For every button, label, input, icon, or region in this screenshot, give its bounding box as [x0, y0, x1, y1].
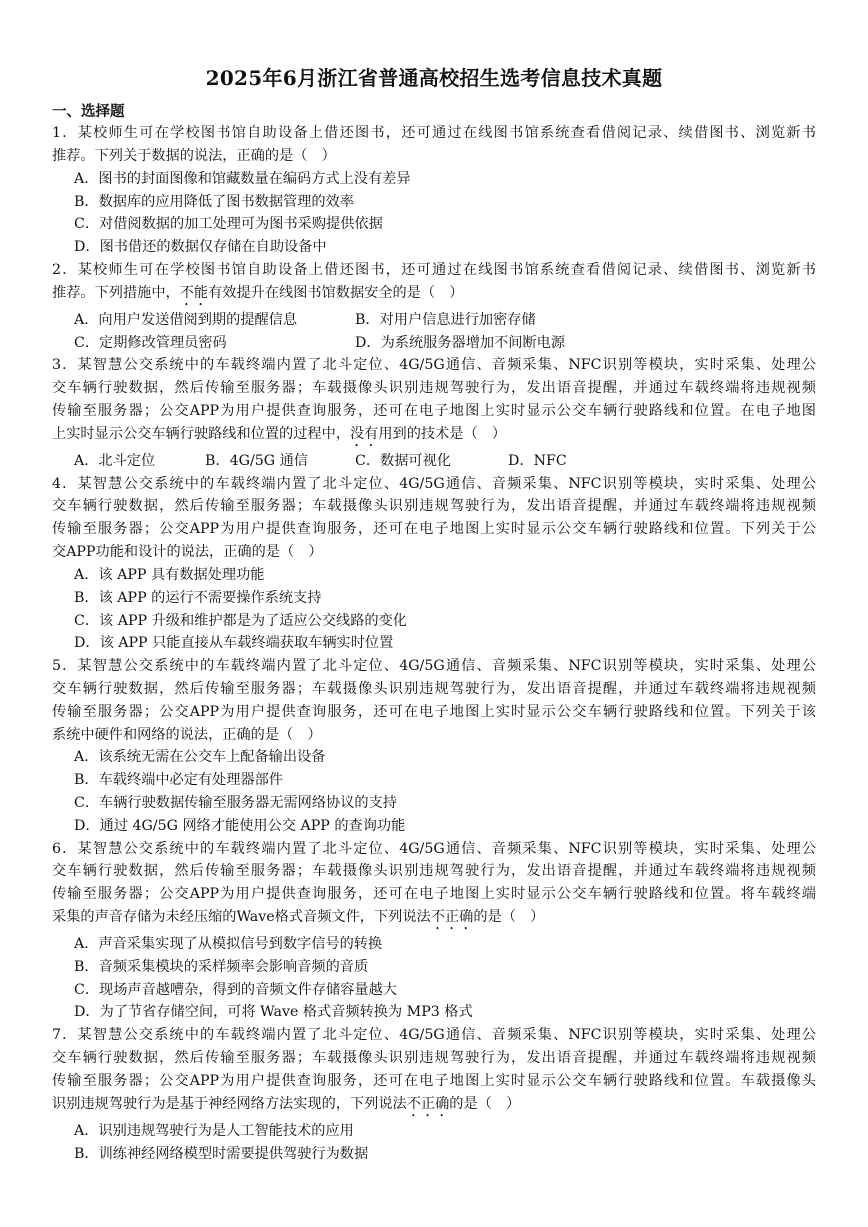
q7-emphasis: 不正确 — [406, 1096, 450, 1112]
q3-stem-line-2: 交车辆行驶数据，然后传输至服务器；车载摄像头识别违规驾驶行为，发出语音提醒，并通过车载终端将违规视频 — [52, 380, 816, 396]
q1-stem-line-1: 1．某校师生可在学校图书馆自助设备上借还图书，还可通过在线图书馆系统查看借阅记录、续借图书、浏览新书 — [52, 125, 816, 141]
q2-option-d: D．为系统服务器增加不间断电源 — [355, 335, 566, 351]
q7-stem-prefix: 识别违规驾驶行为是基于神经网络方法实现的，下列说法 — [52, 1096, 407, 1112]
q5-stem-line-4: 系统中硬件和网络的说法，正确的是（ ） — [52, 727, 322, 743]
q7-stem-line-3: 传输至服务器；公交APP为用户提供查询服务，还可在电子地图上实时显示公交车辆行驶路线和位置。车载摄像头 — [52, 1073, 816, 1089]
q3-emphasis: 没有 — [349, 426, 379, 442]
q5-option-b: B．车载终端中必定有处理器部件 — [74, 772, 284, 788]
q6-option-d: D．为了节省存储空间，可将 Wave 格式音频转换为 MP3 格式 — [74, 1004, 473, 1020]
q3-option-c: C．数据可视化 — [355, 453, 451, 469]
q5-stem-line-1: 5．某智慧公交系统中的车载终端内置了北斗定位、4G/5G通信、音频采集、NFC识别等模块，实时采集、处理公 — [52, 658, 816, 674]
q6-stem-line-4 — [52, 907, 816, 933]
document-title: 2025年6月浙江省普通高校招生选考信息技术真题 — [205, 66, 663, 90]
q6-stem-suffix: 的是（ ） — [473, 909, 545, 925]
q4-stem-line-1: 4．某智慧公交系统中的车载终端内置了北斗定位、4G/5G通信、音频采集、NFC识别等模块，实时采集、处理公 — [52, 476, 816, 492]
q7-option-b: B．训练神经网络模型时需要提供驾驶行为数据 — [74, 1146, 369, 1162]
q5-option-d: D．通过 4G/5G 网络才能使用公交 APP 的查询功能 — [74, 818, 406, 834]
q7-stem-suffix: 的是（ ） — [449, 1096, 521, 1112]
q5-option-c: C．车辆行驶数据传输至服务器无需网络协议的支持 — [74, 795, 397, 811]
q1-option-b: B．数据库的应用降低了图书数据管理的效率 — [74, 194, 354, 210]
q3-option-a: A．北斗定位 — [74, 453, 156, 469]
q7-option-a: A．识别违规驾驶行为是人工智能技术的应用 — [74, 1123, 354, 1139]
q2-emphasis: 不能 — [179, 285, 209, 301]
q6-option-b: B．音频采集模块的采样频率会影响音频的音质 — [74, 959, 369, 975]
q5-option-a: A．该系统无需在公交车上配备输出设备 — [74, 749, 326, 765]
q2-stem-prefix: 推荐。下列措施中， — [52, 285, 180, 301]
q2-stem-line-1: 2．某校师生可在学校图书馆自助设备上借还图书，还可通过在线图书馆系统查看借阅记录、续借图书、浏览新书 — [52, 262, 816, 278]
q1-option-d: D．图书借还的数据仅存储在自助设备中 — [74, 239, 327, 255]
q7-stem-line-1: 7．某智慧公交系统中的车载终端内置了北斗定位、4G/5G通信、音频采集、NFC识别等模块，实时采集、处理公 — [52, 1027, 816, 1043]
q3-option-b: B．4G/5G 通信 — [205, 453, 308, 469]
q6-stem-prefix: 采集的声音存储为未经压缩的Wave格式音频文件，下列说法 — [52, 909, 431, 925]
q3-stem-suffix: 用到的技术是（ ） — [378, 426, 507, 442]
q4-option-a: A．该 APP 具有数据处理功能 — [74, 567, 265, 583]
q4-option-d: D．该 APP 只能直接从车载终端获取车辆实时位置 — [74, 635, 394, 651]
q2-option-c: C．定期修改管理员密码 — [74, 335, 227, 351]
q4-stem-line-4: 交APP功能和设计的说法，正确的是（ ） — [52, 544, 323, 560]
q4-option-b: B．该 APP 的运行不需要操作系统支持 — [74, 590, 322, 606]
q4-option-c: C．该 APP 升级和维护都是为了适应公交线路的变化 — [74, 613, 407, 629]
q5-stem-line-3: 传输至服务器；公交APP为用户提供查询服务，还可在电子地图上实时显示公交车辆行驶路线和位置。下列关于该 — [52, 704, 816, 720]
q6-stem-line-3: 传输至服务器；公交APP为用户提供查询服务，还可在电子地图上实时显示公交车辆行驶路线和位置。将车载终端 — [52, 886, 816, 902]
q1-option-a: A．图书的封面图像和馆藏数量在编码方式上没有差异 — [74, 171, 411, 187]
q3-option-d: D．NFC — [508, 453, 567, 469]
q3-stem-line-1: 3．某智慧公交系统中的车载终端内置了北斗定位、4G/5G通信、音频采集、NFC识别等模块，实时采集、处理公 — [52, 357, 816, 373]
section-heading: 一、选择题 — [52, 103, 125, 120]
q6-option-c: C．现场声音越嘈杂，得到的音频文件存储容量越大 — [74, 982, 397, 998]
q4-stem-line-3: 传输至服务器；公交APP为用户提供查询服务，还可在电子地图上实时显示公交车辆行驶路线和位置。下列关于公 — [52, 521, 816, 537]
q2-stem-suffix: 有效提升在线图书馆数据安全的是（ ） — [208, 285, 464, 301]
q2-option-a: A．向用户发送借阅到期的提醒信息 — [74, 312, 298, 328]
q1-option-c: C．对借阅数据的加工处理可为图书采购提供依据 — [74, 216, 383, 232]
q7-stem-line-2: 交车辆行驶数据，然后传输至服务器；车载摄像头识别违规驾驶行为，发出语音提醒，并通过车载终端将违规视频 — [52, 1050, 816, 1066]
q3-stem-prefix: 上实时显示公交车辆行驶路线和位置的过程中， — [52, 426, 350, 442]
q4-stem-line-2: 交车辆行驶数据，然后传输至服务器；车载摄像头识别违规驾驶行为，发出语音提醒，并通过车载终端将违规视频 — [52, 498, 816, 514]
q3-stem-line-3: 传输至服务器；公交APP为用户提供查询服务，还可在电子地图上实时显示公交车辆行驶路线和位置。在电子地图 — [52, 403, 816, 419]
q3-stem-line-4 — [52, 424, 816, 450]
q1-stem-line-2: 推荐。下列关于数据的说法，正确的是（ ） — [52, 148, 336, 164]
q6-stem-line-2: 交车辆行驶数据，然后传输至服务器；车载摄像头识别违规驾驶行为，发出语音提醒，并通过车载终端将违规视频 — [52, 863, 816, 879]
q2-option-b: B．对用户信息进行加密存储 — [355, 312, 536, 328]
q6-emphasis: 不正确 — [430, 909, 474, 925]
q7-stem-line-4 — [52, 1094, 816, 1120]
q6-option-a: A．声音采集实现了从模拟信号到数字信号的转换 — [74, 936, 383, 952]
q6-stem-line-1: 6．某智慧公交系统中的车载终端内置了北斗定位、4G/5G通信、音频采集、NFC识别等模块，实时采集、处理公 — [52, 841, 816, 857]
q5-stem-line-2: 交车辆行驶数据，然后传输至服务器；车载摄像头识别违规驾驶行为，发出语音提醒，并通过车载终端将违规视频 — [52, 681, 816, 697]
q2-stem-line-2 — [52, 283, 816, 309]
